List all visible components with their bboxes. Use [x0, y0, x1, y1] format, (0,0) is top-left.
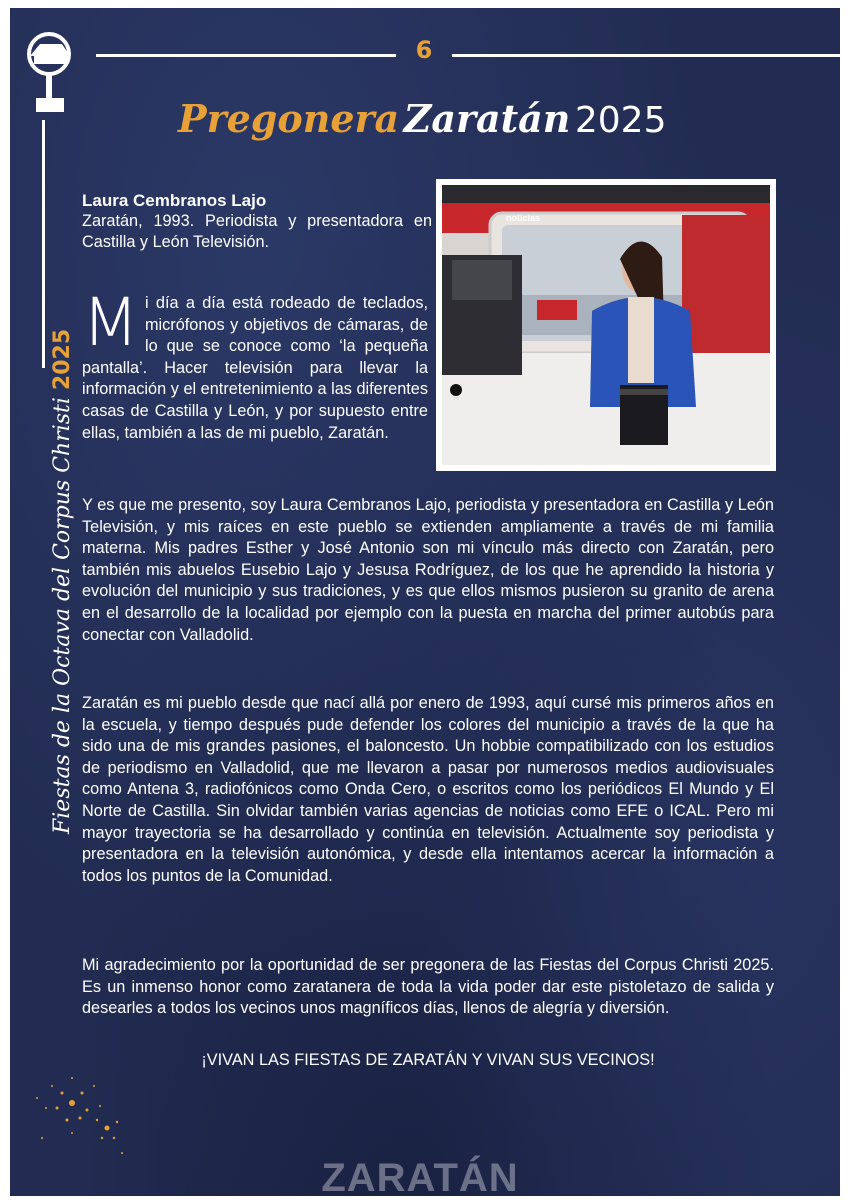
closing-line: ¡VIVAN LAS FIESTAS DE ZARATÁN Y VIVAN SUS VECINOS! — [201, 1051, 655, 1069]
studio-set-label: noticias — [506, 213, 541, 223]
brochure-page — [10, 8, 840, 1196]
title-pregonera: Pregonera — [178, 96, 400, 141]
title-year: 2025 — [574, 100, 667, 141]
page-title — [178, 96, 738, 141]
paragraph-1 — [82, 284, 428, 444]
sidebar-rule — [42, 120, 45, 368]
paragraph-3: Zaratán es mi pueblo desde que nací allá por enero de 1993, aquí cursé mis primeros años en la escuela, y tiempo después pude defender los colores del municipio a través de la que ha sido una de mis grandes pasiones, el baloncesto. Un hobbie compatibilizado con los estudios de periodismo en Valladolid, que me llevaron a pasar por numerosos medios audiovisuales como Antena 3, radiofónicos como Onda Cero, o escritos como los periódicos El Mundo y El Norte de Castilla. Sin olvidar también varias agencias de noticias como EFE o ICAL. Pero mi mayor trayectoria se ha desarrollado y continúa en televisión. Actualmente soy periodista y presentadora en la televisión autonómica, y desde ella intentamos acercar la información a todos los puntos de la Comunidad. — [82, 694, 774, 885]
fireworks-icon — [22, 1058, 142, 1178]
header-rule-right — [452, 54, 840, 57]
paragraph-2: Y es que me presento, soy Laura Cembranos Lajo, periodista y presentadora en Castilla y León Televisión, y mis raíces en este pueblo se extienden ampliamente a través de mi familia materna. Mis padres Esther y José Antonio son mi vínculo más directo con Zaratán, pero también mis abuelos Eusebio Lajo y Jesusa Rodríguez, de los que he aprendido la historia y evolución del municipio y sus tradiciones, y es que ellos mismos pusieron su granito de arena en el desarrollo de la localidad por ejemplo con la puesta en marcha del primer autobús para conectar con Valladolid. — [82, 496, 774, 644]
town-emblem-icon — [18, 30, 80, 120]
footer-town-logo: ZARATÁN — [321, 1156, 519, 1196]
author-name: Laura Cembranos Lajo — [82, 191, 267, 210]
drop-cap: M — [82, 284, 139, 361]
presenter-photo — [442, 185, 770, 465]
title-zaratan: Zaratán — [403, 96, 571, 141]
sidebar-event-title — [50, 329, 75, 834]
sidebar-text: Fiestas de la Octava del Corpus Christi — [50, 397, 75, 834]
header-rule-left — [96, 54, 396, 57]
paragraph-1-text: i día a día está rodeado de teclados, micrófonos y objetivos de cámaras, de lo que se conoce como ‘la pequeña pantalla’. Hacer televisión para llevar la información y el entretenimiento a las diferentes casas de Castilla y León, y por supuesto entre ellas, también a las de mi pueblo, Zaratán. — [82, 294, 428, 442]
sidebar-year: 2025 — [50, 328, 75, 391]
page-number: 6 — [415, 36, 433, 64]
tv-studio-image — [442, 185, 770, 465]
presenter-photo-frame — [436, 179, 776, 471]
author-subtitle: Zaratán, 1993. Periodista y presentadora en Castilla y León Televisión. — [82, 212, 432, 251]
paragraph-4: Mi agradecimiento por la oportunidad de ser pregonera de las Fiestas del Corpus Christi 2025. Es un inmenso honor como zaratanera de toda la vida poder dar este pistoletazo de salida y desearles a todos los vecinos unos magníficos días, llenos de alegría y diversión. — [82, 956, 774, 1018]
